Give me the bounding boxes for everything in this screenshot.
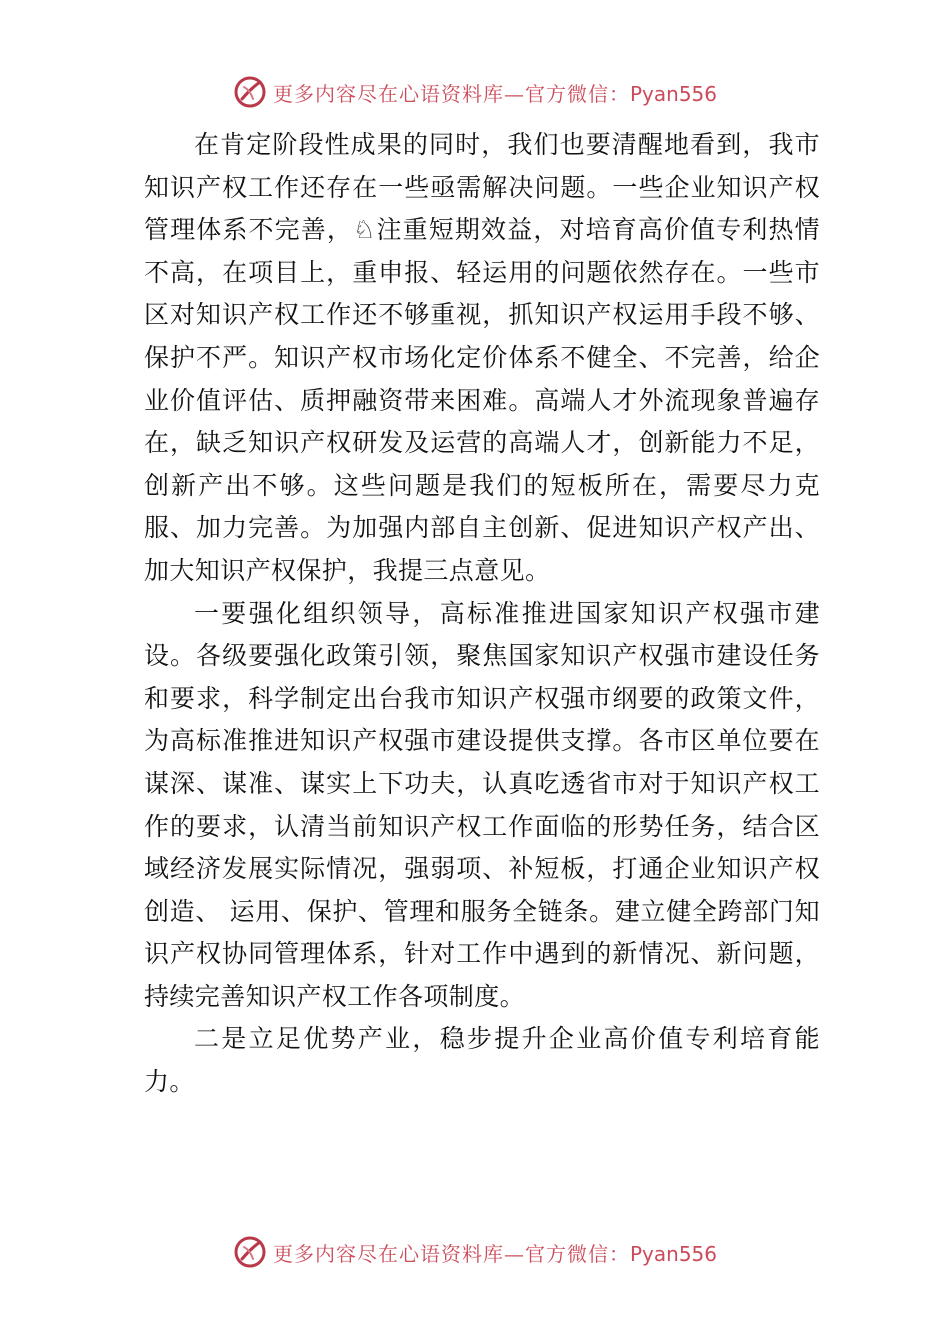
paragraph: 二是立足优势产业，稳步提升企业高价值专利培育能力。 — [144, 1024, 820, 1097]
brush-logo-icon — [233, 75, 267, 109]
watermark-text: 更多内容尽在心语资料库—官方微信：Pyan556 — [272, 1241, 717, 1266]
brush-logo-icon — [233, 1235, 267, 1269]
watermark-wechat-id: Pyan556 — [629, 1241, 717, 1266]
watermark-text: 更多内容尽在心语资料库—官方微信：Pyan556 — [272, 81, 717, 106]
watermark-wechat-id: Pyan556 — [629, 81, 717, 106]
paragraph: 在肯定阶段性成果的同时，我们也要清醒地看到，我市知识产权工作还存在一些亟需解决问题。一些企业知识产权管理体系不完善，♘注重短期效益，对培育高价值专利热情不高，在项目上，重申报、轻运用的问题依然存在。一些市区对知识产权工作还不够重视，抓知识产权运用手段不够、 保护不严。知识产权市场化定价体系不健全、不完善，给企业价值评估、质押融资带来困难。高端人才外流现象普遍存在，缺乏知识产权研发及运营的高端人才，创新能力不足， 创新产出不够。这些问题是我们的短板所在，需要尽力克服、加力完善。为加强内部自主创新、促进知识产权产出、加大知识产权保护，我提三点意见。 — [144, 130, 820, 585]
header-watermark — [0, 72, 950, 112]
paragraph: 一要强化组织领导，高标准推进国家知识产权强市建设。各级要强化政策引领，聚焦国家知识产权强市建设任务和要求，科学制定出台我市知识产权强市纲要的政策文件，为高标准推进知识产权强市建设提供支撑。各市区单位要在谋深、谋准、谋实上下功夫，认真吃透省市对于知识产权工作的要求，认清当前知识产权工作面临的形势任务，结合区域经济发展实际情况，强弱项、补短板，打通企业知识产权创造、 运用、保护、管理和服务全链条。建立健全跨部门知识产权协同管理体系，针对工作中遇到的新情况、新问题，持续完善知识产权工作各项制度。 — [144, 598, 820, 1011]
footer-watermark — [0, 1232, 950, 1272]
document-body — [144, 124, 820, 1104]
